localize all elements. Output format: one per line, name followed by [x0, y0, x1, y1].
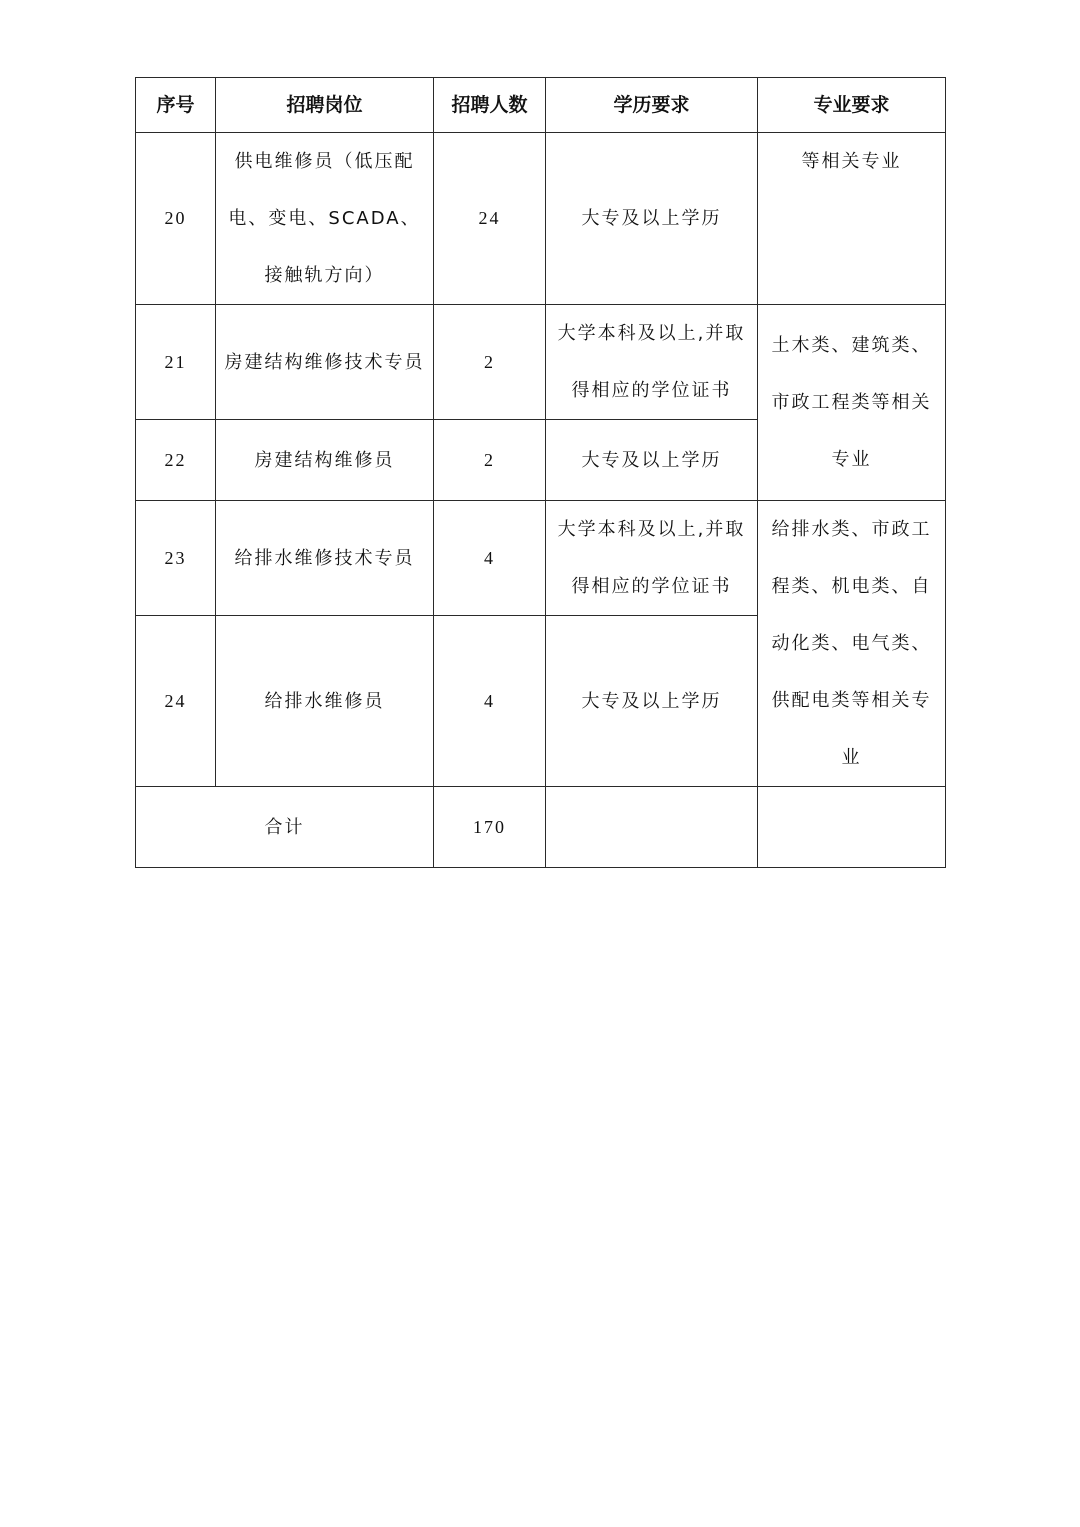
cell-major-water: 给排水类、市政工程类、机电类、自动化类、电气类、供配电类等相关专业 — [758, 501, 946, 787]
table-row — [136, 305, 946, 420]
cell-education: 大专及以上学历 — [546, 616, 758, 787]
cell-education: 大学本科及以上,并取得相应的学位证书 — [546, 305, 758, 420]
cell-position: 给排水维修技术专员 — [216, 501, 434, 616]
recruitment-table — [135, 77, 946, 868]
cell-seq: 20 — [136, 133, 216, 305]
header-position: 招聘岗位 — [216, 78, 434, 133]
table-header-row — [136, 78, 946, 133]
table-row — [136, 501, 946, 616]
cell-seq: 24 — [136, 616, 216, 787]
cell-position: 房建结构维修技术专员 — [216, 305, 434, 420]
cell-position: 供电维修员（低压配电、变电、SCADA、接触轨方向） — [216, 133, 434, 305]
total-education — [546, 787, 758, 868]
cell-count: 2 — [434, 305, 546, 420]
header-education: 学历要求 — [546, 78, 758, 133]
cell-seq: 23 — [136, 501, 216, 616]
total-label: 合计 — [136, 787, 434, 868]
cell-major: 等相关专业 — [758, 133, 946, 305]
header-major: 专业要求 — [758, 78, 946, 133]
cell-position: 给排水维修员 — [216, 616, 434, 787]
cell-seq: 22 — [136, 420, 216, 501]
table-row — [136, 133, 946, 305]
cell-major-building: 土木类、建筑类、市政工程类等相关专业 — [758, 305, 946, 501]
header-seq: 序号 — [136, 78, 216, 133]
cell-count: 4 — [434, 501, 546, 616]
cell-count: 24 — [434, 133, 546, 305]
cell-count: 2 — [434, 420, 546, 501]
cell-count: 4 — [434, 616, 546, 787]
cell-seq: 21 — [136, 305, 216, 420]
cell-education: 大学本科及以上,并取得相应的学位证书 — [546, 501, 758, 616]
cell-education: 大专及以上学历 — [546, 133, 758, 305]
header-count: 招聘人数 — [434, 78, 546, 133]
total-count: 170 — [434, 787, 546, 868]
cell-position: 房建结构维修员 — [216, 420, 434, 501]
total-major — [758, 787, 946, 868]
total-row — [136, 787, 946, 868]
cell-education: 大专及以上学历 — [546, 420, 758, 501]
